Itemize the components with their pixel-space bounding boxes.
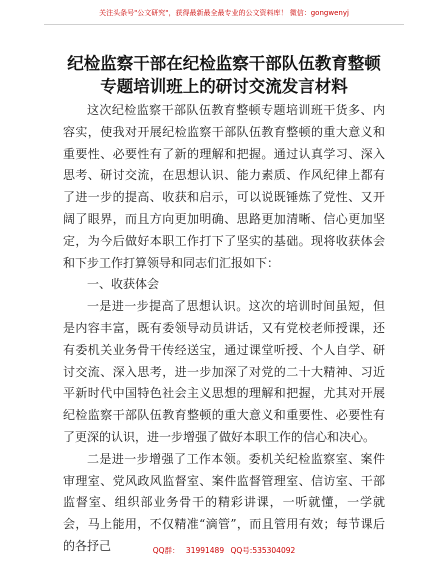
document-title: 纪检监察干部在纪检监察干部队伍教育整顿专题培训班上的研讨交流发言材料 xyxy=(67,54,381,96)
intro-paragraph: 这次纪检监察干部队伍教育整顿专题培训班干货多、内容实，使我对开展纪检监察干部队伍教育整顿的重大意义和重要性、必要性有了新的理解和把握。通过认真学习、深入思考、研讨交流，在思想认识、能力素质、作风纪律上都有了进一步的提高、收获和启示，可以说既锤炼了党性、又开阔了眼界，而且方向更加明确、思路更加清晰、信心更加坚定，为今后做好本职工作打下了坚实的基础。现将收获体会和下步工作打算领导和同志们汇报如下： xyxy=(63,103,385,270)
body-paragraph: 二是进一步增强了工作本领。委机关纪检监察室、案件审理室、党风政风监督室、案件监督管理室、信访室、干部监督室、组织部业务骨干的精彩讲课，一听就懂，一学就会，马上能用，不仅精准“滴管”，而且管用有效；每节课后的各抒己 xyxy=(63,451,385,553)
section-heading: 一、收获体会 xyxy=(87,277,160,292)
footer-note: QQ群： 31991489 QQ号:535304092 xyxy=(152,546,296,555)
header-divider xyxy=(44,24,404,25)
header-note: 关注头条号"公文研究"，获得最新最全最专业的公文资料库！ 微信：gongwenyj xyxy=(99,9,349,17)
document-body xyxy=(63,100,385,558)
body-paragraph: 一是进一步提高了思想认识。这次的培训时间虽短，但是内容丰富，既有委领导动员讲话，又有党校老师授课，还有委机关业务骨干传经送宝，通过课堂听授、个人自学、研讨交流、深入思考，进一步加深了对党的二十大精神、习近平新时代中国特色社会主义思想的理解和把握，尤其对开展纪检监察干部队伍教育整顿的重大意义和重要性、必要性有了更深的认识，进一步增强了做好本职工作的信心和决心。 xyxy=(63,299,385,444)
